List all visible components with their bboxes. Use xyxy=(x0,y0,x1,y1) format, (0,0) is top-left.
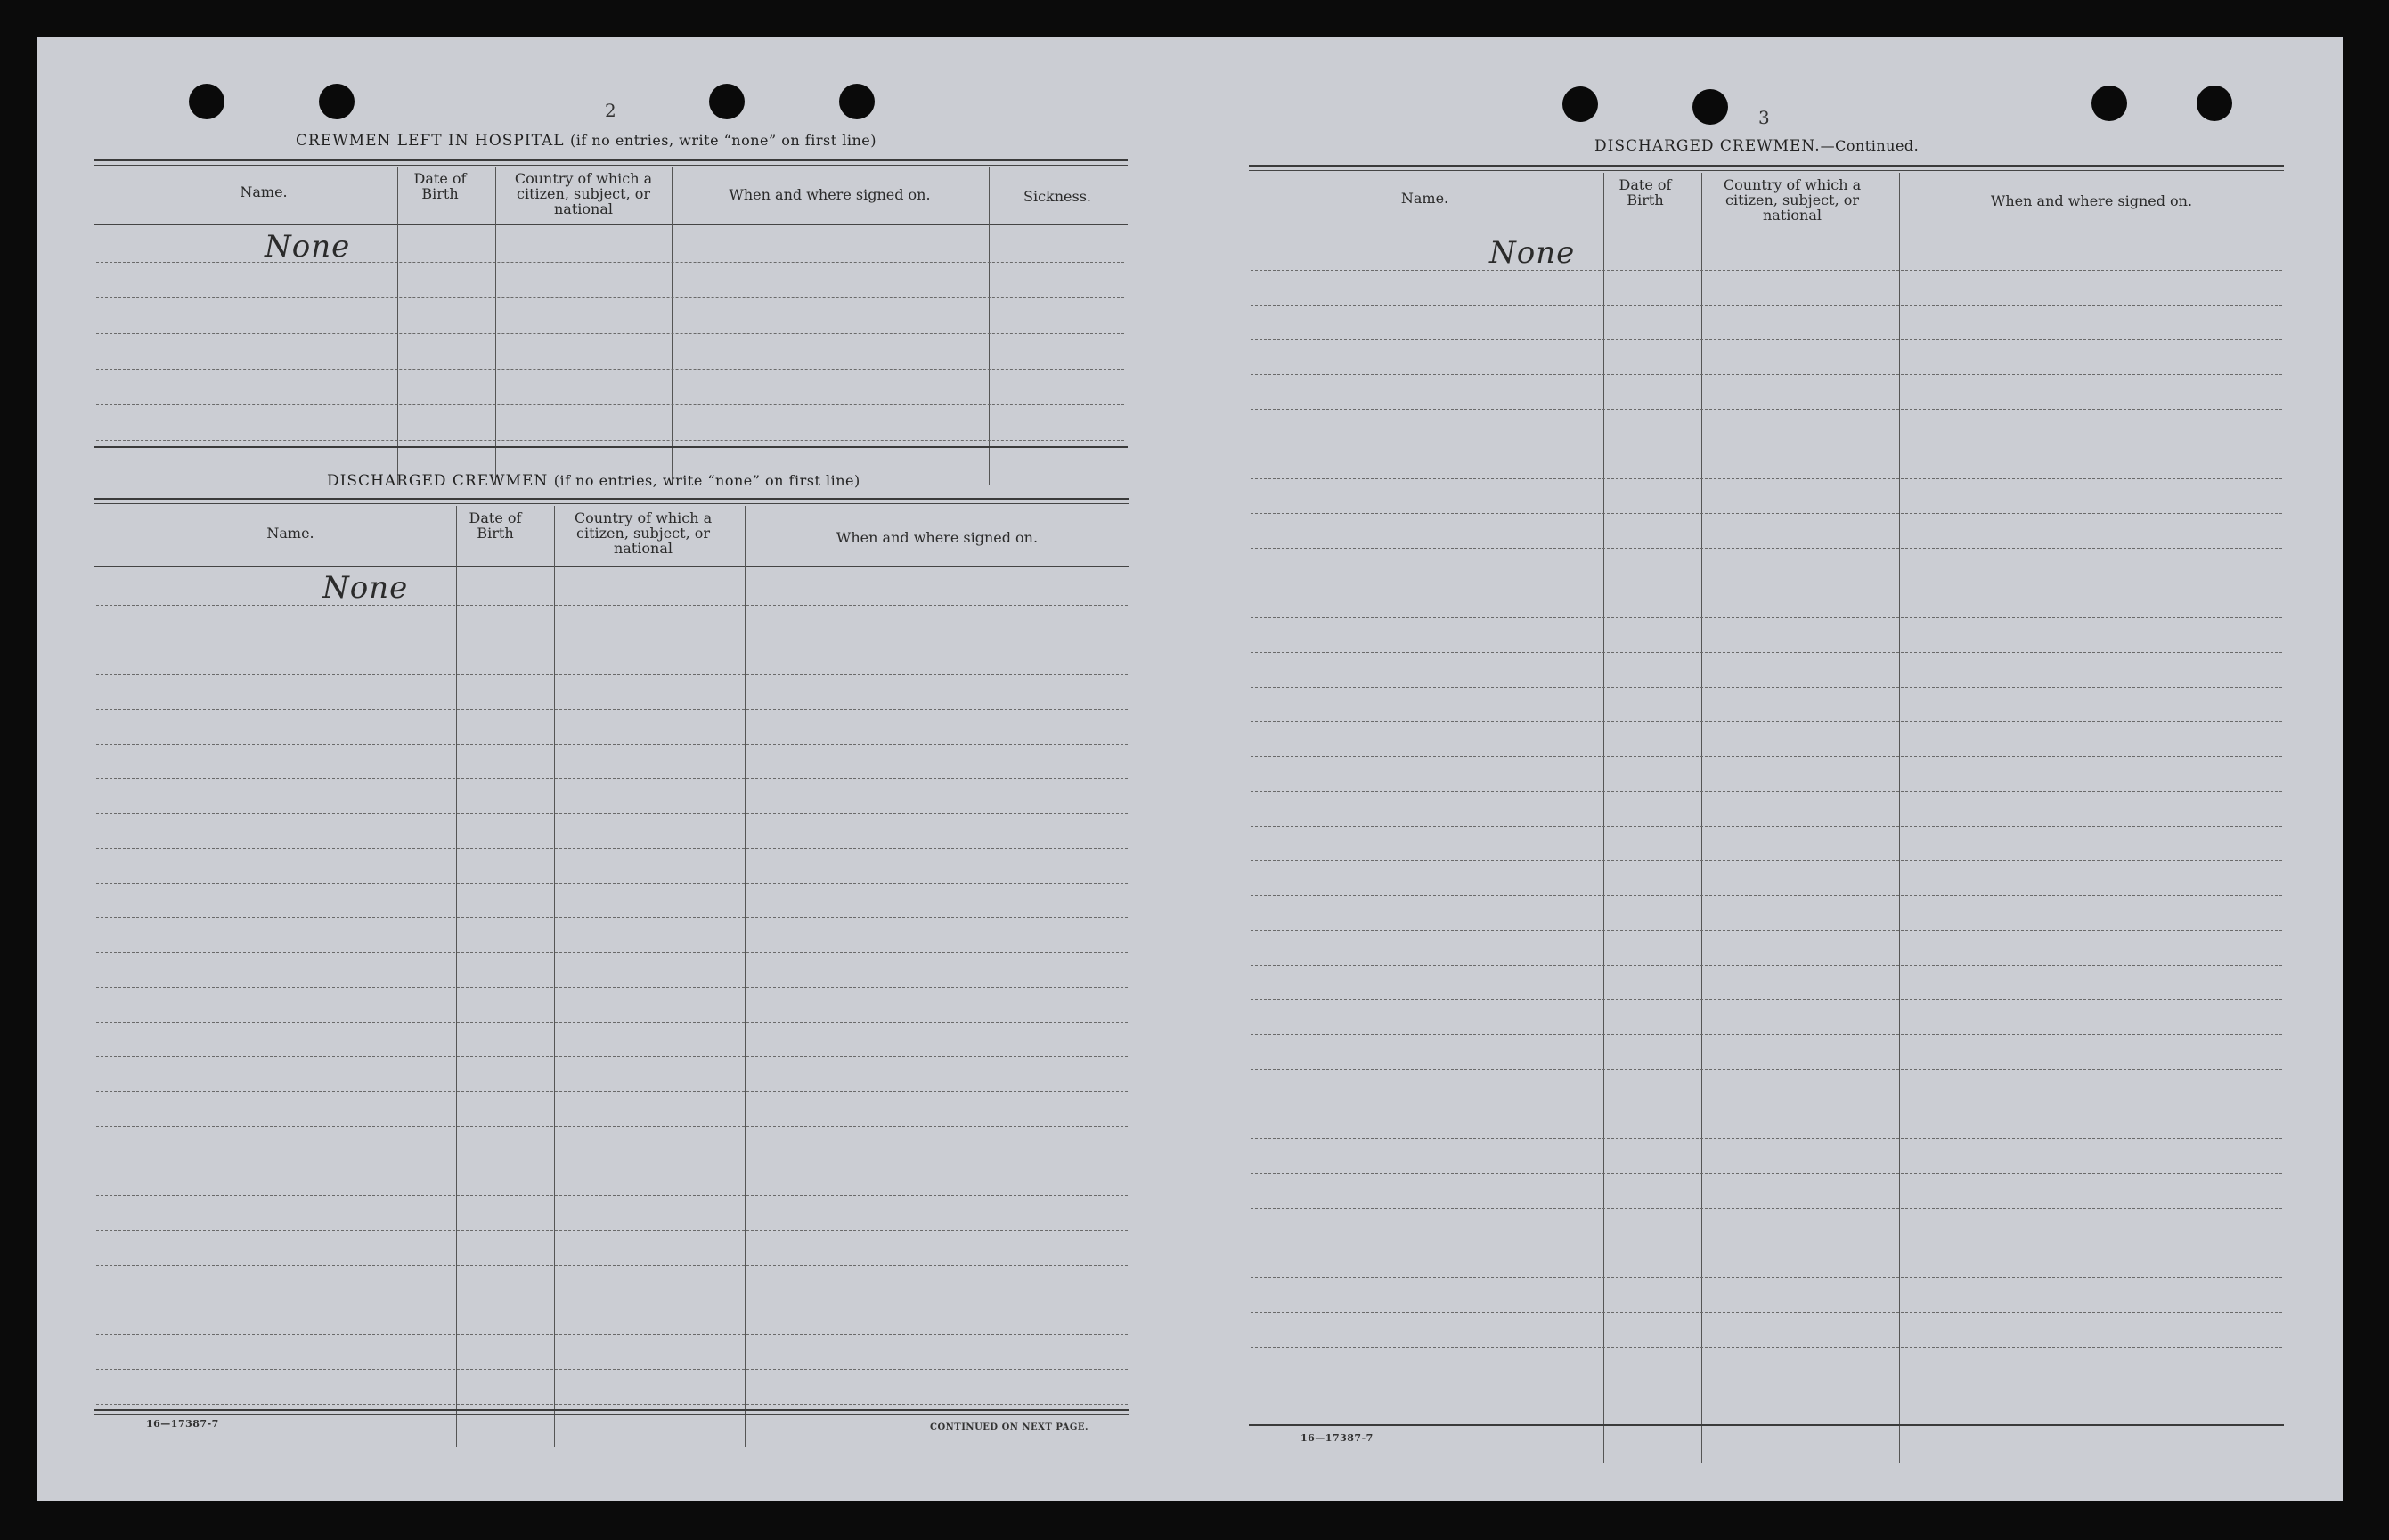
discharged-col-name: Name. xyxy=(266,525,314,542)
discharged-entry-handwritten: None xyxy=(322,570,409,606)
hospital-col-name: Name. xyxy=(240,183,288,200)
discharged-ruled-line xyxy=(96,813,1128,814)
hospital-divider xyxy=(672,167,673,485)
right-ruled-line xyxy=(1251,965,2282,966)
hospital-ruled-line xyxy=(96,262,1124,263)
right-section-title xyxy=(1594,137,1919,155)
punch-hole xyxy=(839,84,875,119)
discharged-top-rule-2 xyxy=(94,503,1129,504)
right-ruled-line xyxy=(1251,895,2282,896)
discharged-ruled-line xyxy=(96,1230,1128,1231)
discharged-ruled-line xyxy=(96,744,1128,745)
continued-note: CONTINUED ON NEXT PAGE. xyxy=(930,1422,1089,1432)
right-ruled-line xyxy=(1251,652,2282,653)
right-ruled-line xyxy=(1251,930,2282,931)
right-divider xyxy=(1603,173,1604,1463)
right-ruled-line xyxy=(1251,1034,2282,1035)
right-ruled-line xyxy=(1251,860,2282,861)
discharged-ruled-line xyxy=(96,952,1128,953)
hospital-ruled-line xyxy=(96,333,1124,334)
punch-hole xyxy=(1692,89,1728,125)
hospital-title-note: (if no entries, write “none” on first line) xyxy=(569,132,877,149)
right-ruled-line xyxy=(1251,1173,2282,1174)
discharged-divider xyxy=(456,506,457,1447)
right-ruled-line xyxy=(1251,1312,2282,1313)
discharged-ruled-line xyxy=(96,605,1128,606)
hospital-top-rule xyxy=(94,159,1128,161)
right-ruled-line xyxy=(1251,374,2282,375)
right-ruled-line xyxy=(1251,1069,2282,1070)
hospital-col-country: Country of which a citizen, subject, or national xyxy=(514,170,653,217)
right-ruled-line xyxy=(1251,1277,2282,1278)
right-ruled-line xyxy=(1251,791,2282,792)
discharged-ruled-line xyxy=(96,883,1128,884)
right-title-suffix: —Continued. xyxy=(1820,137,1920,154)
right-entry-handwritten: None xyxy=(1489,235,1576,271)
left-form-number: 16—17387-7 xyxy=(146,1418,219,1430)
right-ruled-line xyxy=(1251,687,2282,688)
discharged-col-signed: When and where signed on. xyxy=(836,529,1039,546)
right-ruled-line xyxy=(1251,339,2282,340)
page-number-left: 2 xyxy=(605,100,616,121)
right-ruled-line xyxy=(1251,721,2282,722)
discharged-ruled-line xyxy=(96,1091,1128,1092)
discharged-ruled-line xyxy=(96,1404,1128,1405)
punch-hole xyxy=(2197,86,2232,121)
discharged-ruled-line xyxy=(96,1265,1128,1266)
hospital-col-sickness: Sickness. xyxy=(1023,188,1091,205)
right-col-name: Name. xyxy=(1400,190,1449,207)
right-ruled-line xyxy=(1251,409,2282,410)
punch-hole xyxy=(319,84,355,119)
discharged-col-country: Country of which a citizen, subject, or national xyxy=(574,509,713,557)
right-ruled-line xyxy=(1251,513,2282,514)
discharged-ruled-line xyxy=(96,987,1128,988)
right-top-rule xyxy=(1249,165,2284,167)
discharged-ruled-line xyxy=(96,709,1128,710)
right-col-country: Country of which a citizen, subject, or national xyxy=(1723,176,1862,224)
right-bottom-rule xyxy=(1249,1424,2284,1426)
hospital-divider xyxy=(397,167,398,485)
right-ruled-line xyxy=(1251,1347,2282,1348)
right-top-rule-2 xyxy=(1249,170,2284,171)
discharged-title-text: DISCHARGED CREWMEN xyxy=(327,472,549,490)
right-ruled-line xyxy=(1251,999,2282,1000)
discharged-header-rule xyxy=(94,566,1129,567)
right-ruled-line xyxy=(1251,478,2282,479)
right-ruled-line xyxy=(1251,270,2282,271)
right-ruled-line xyxy=(1251,548,2282,549)
form-sheet xyxy=(37,37,2343,1501)
right-form-number: 16—17387-7 xyxy=(1300,1432,1374,1444)
hospital-title-text: CREWMEN LEFT IN HOSPITAL xyxy=(296,132,565,150)
discharged-ruled-line xyxy=(96,917,1128,918)
right-col-dob: Date of Birth xyxy=(1618,176,1672,208)
discharged-ruled-line xyxy=(96,778,1128,779)
discharged-divider xyxy=(745,506,746,1447)
discharged-top-rule xyxy=(94,498,1129,500)
right-ruled-line xyxy=(1251,1208,2282,1209)
hospital-ruled-line xyxy=(96,297,1124,298)
left-bottom-rule-2 xyxy=(94,1414,1129,1415)
hospital-divider xyxy=(495,167,496,485)
punch-hole xyxy=(2091,86,2127,121)
discharged-ruled-line xyxy=(96,1334,1128,1335)
hospital-header-rule xyxy=(94,224,1128,225)
hospital-section-title xyxy=(296,132,877,150)
hospital-col-signed: When and where signed on. xyxy=(729,186,931,203)
discharged-ruled-line xyxy=(96,1056,1128,1057)
right-ruled-line xyxy=(1251,617,2282,618)
discharged-col-dob: Date of Birth xyxy=(469,509,522,542)
discharged-ruled-line xyxy=(96,1126,1128,1127)
discharged-title-note: (if no entries, write “none” on first line) xyxy=(553,472,860,489)
discharged-ruled-line xyxy=(96,1022,1128,1023)
right-divider xyxy=(1899,173,1900,1463)
punch-hole xyxy=(1562,86,1598,122)
right-title-text: DISCHARGED CREWMEN. xyxy=(1594,137,1821,155)
page-number-right: 3 xyxy=(1758,107,1770,128)
punch-hole xyxy=(189,84,224,119)
discharged-ruled-line xyxy=(96,674,1128,675)
discharged-divider xyxy=(554,506,555,1447)
hospital-divider xyxy=(989,167,990,485)
hospital-col-dob: Date of Birth xyxy=(413,170,467,202)
right-ruled-line xyxy=(1251,756,2282,757)
discharged-ruled-line xyxy=(96,1195,1128,1196)
hospital-ruled-line xyxy=(96,404,1124,405)
hospital-top-rule-2 xyxy=(94,165,1128,166)
hospital-ruled-line xyxy=(96,369,1124,370)
right-ruled-line xyxy=(1251,305,2282,306)
right-col-signed: When and where signed on. xyxy=(1990,192,2193,209)
discharged-section-title xyxy=(327,472,860,490)
discharged-ruled-line xyxy=(96,848,1128,849)
punch-hole xyxy=(709,84,745,119)
right-divider xyxy=(1701,173,1702,1463)
right-ruled-line xyxy=(1251,826,2282,827)
discharged-ruled-line xyxy=(96,1369,1128,1370)
hospital-bottom-rule xyxy=(94,446,1128,448)
hospital-ruled-line xyxy=(96,440,1124,441)
left-bottom-rule xyxy=(94,1409,1129,1411)
right-ruled-line xyxy=(1251,1138,2282,1139)
hospital-entry-handwritten: None xyxy=(265,229,351,265)
